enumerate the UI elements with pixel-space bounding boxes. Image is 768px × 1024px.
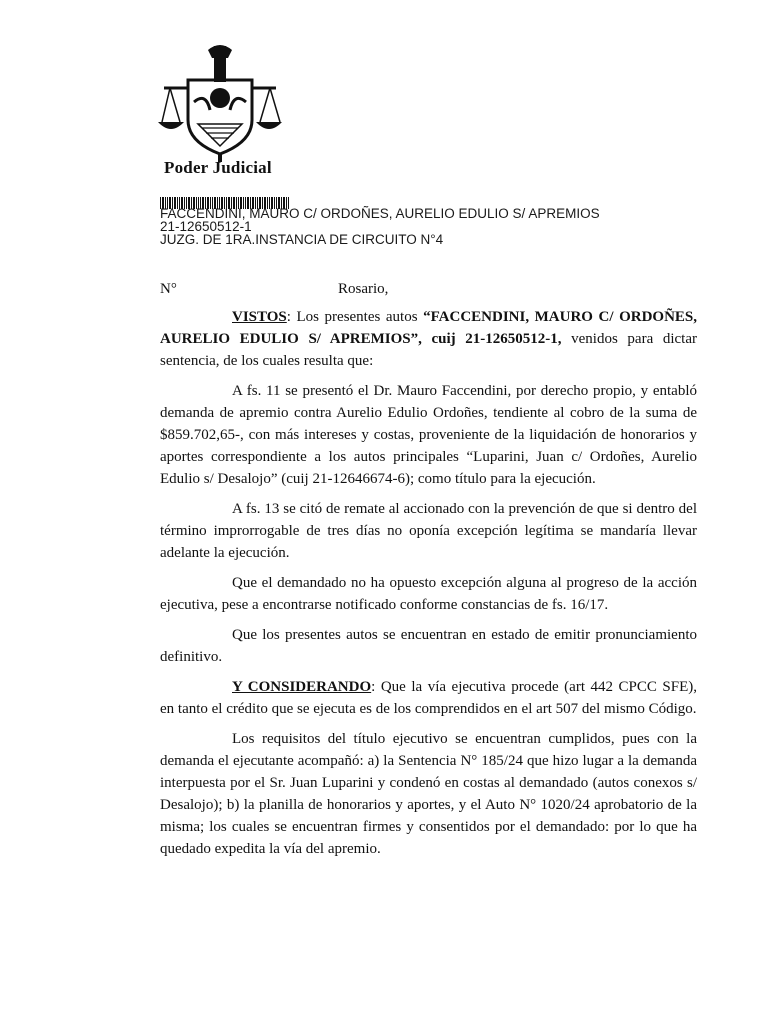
case-title: FACCENDINI, MAURO C/ ORDOÑES, AURELIO EDULIO S/ APREMIOS: [160, 206, 600, 221]
court-name: JUZG. DE 1RA.INSTANCIA DE CIRCUITO N°4: [160, 232, 444, 247]
paragraph-5: Los requisitos del título ejecutivo se encuentran cumplidos, pues con la demanda el ejecutante acompañó: a) la Sentencia N° 185/24 que hizo lugar a la demanda interpuesta por el Sr. Juan Luparini y condenó en costas al demandado (autos conexos s/ Desalojo); b) la planilla de honorarios y aportes, y el Auto N° 1020/24 aprobatorio de la misma; los cuales se encuentran firmes y consentidos por el demandado: por lo que ha quedado expedita la vía del apremio.: [160, 731, 697, 857]
case-header: [160, 207, 600, 246]
vistos-text-end: venidos para dictar sentencia, de los cuales resulta que:: [160, 331, 697, 369]
paragraph-2: A fs. 13 se citó de remate al accionado con la prevención de que si dentro del término improrrogable de tres días no oponía excepción legítima se mandaría llevar adelante la ejecución.: [160, 501, 697, 561]
paragraph-1: A fs. 11 se presentó el Dr. Mauro Faccendini, por derecho propio, y entabló demanda de apremio contra Aurelio Edulio Ordoñes, tendiente al cobro de la suma de $859.702,65-, con más intereses y costas, proveniente de la liquidación de honorarios y aportes correspondiente a los autos principales “Luparini, Juan c/ Ordoñes, Aurelio Edulio s/ Desalojo” (cuij 21-12646674-6); como título para la ejecución.: [160, 383, 697, 487]
number-place-line: [160, 278, 697, 300]
considerando-heading: Y CONSIDERANDO: [232, 679, 372, 695]
judicial-seal-icon: [158, 40, 282, 162]
document-place: Rosario,: [338, 281, 389, 297]
organization-name: Poder Judicial: [164, 158, 272, 177]
considerando-text: : Que la vía ejecutiva procede (art 442 CPCC SFE), en tanto el crédito que se ejecuta es de los comprendidos en el art 507 del mismo Código.: [160, 679, 697, 717]
document-number-label: N°: [160, 281, 177, 297]
document-body: [160, 278, 697, 868]
case-caption: “FACCENDINI, MAURO C/ ORDOÑES, AURELIO EDULIO S/ APREMIOS”, cuij 21-12650512-1,: [160, 309, 698, 347]
case-number: 21-12650512-1: [160, 219, 252, 234]
paragraph-4: Que los presentes autos se encuentran en estado de emitir pronunciamiento definitivo.: [160, 627, 697, 665]
vistos-paragraph: [160, 306, 697, 372]
vistos-text: : Los presentes autos: [286, 309, 424, 325]
paragraph-3: Que el demandado no ha opuesto excepción alguna al progreso de la acción ejecutiva, pese a encontrarse notificado conforme constancias de fs. 16/17.: [160, 575, 697, 613]
considerando-paragraph: [160, 676, 697, 720]
vistos-heading: VISTOS: [232, 309, 287, 325]
